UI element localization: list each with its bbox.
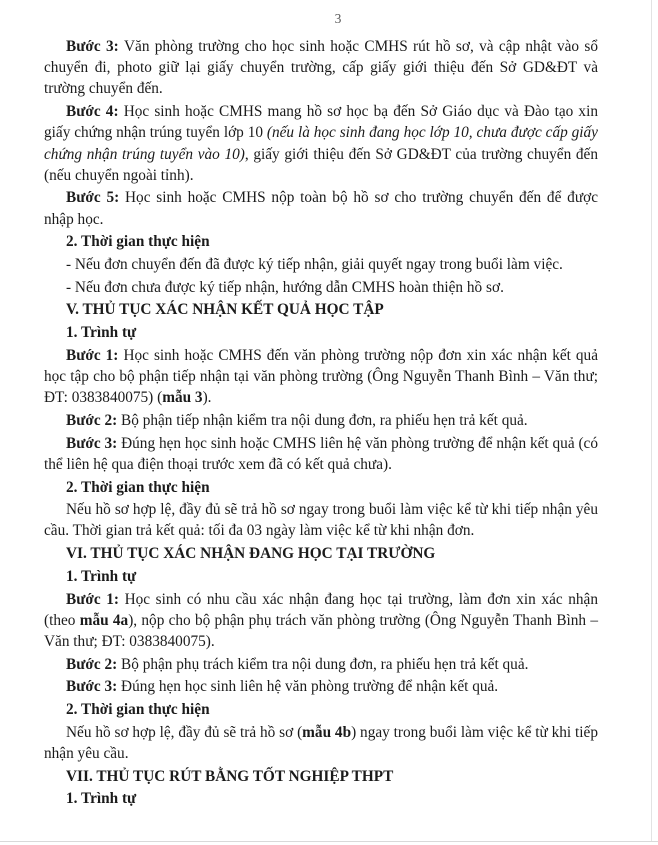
list-item-paragraph [44, 277, 598, 298]
text-run: ) ngay trong buổi làm việc kể từ khi tiếp nhận yêu cầu. [44, 723, 598, 762]
text-run: - Nếu đơn chưa được ký tiếp nhận, hướng dẫn CMHS hoàn thiện hồ sơ. [66, 278, 504, 296]
text-run: VII. THỦ TỤC RÚT BẰNG TỐT NGHIỆP THPT [66, 767, 394, 785]
text-run: ). [202, 389, 212, 407]
text-run: mẫu 4b [302, 723, 352, 741]
text-run: VI. THỦ TỤC XÁC NHẬN ĐANG HỌC TẠI TRƯỜNG [66, 545, 436, 563]
section-heading [44, 766, 598, 787]
text-run: Bước 3: [66, 38, 124, 55]
sub-heading [44, 788, 598, 809]
section-heading [44, 299, 598, 320]
list-item-paragraph [44, 254, 598, 275]
step-paragraph [44, 36, 598, 100]
text-run: mẫu 4a [79, 611, 129, 629]
text-run: Văn phòng trường cho học sinh hoặc CMHS rút hồ sơ, và cập nhật vào sổ chuyển đi, photo giữ lại giấy chuyển trường, cấp giấy giới thiệu đến Sở GD&ĐT và trường chuyển đến. [44, 38, 598, 98]
text-run: 2. Thời gian thực hiện [66, 233, 210, 251]
step-paragraph [44, 589, 598, 653]
text-run: 1. Trình tự [66, 324, 137, 342]
text-run: Bước 2: [66, 411, 122, 429]
text-run: Bước 4: [66, 103, 124, 121]
text-run: mẫu 3 [162, 389, 203, 407]
text-run: Học sinh có nhu cầu xác nhận đang học tại trường, làm đơn xin xác nhận (theo [44, 590, 598, 629]
step-paragraph [44, 654, 598, 675]
section-heading [44, 543, 598, 564]
text-run: , giấy giới thiệu đến Sở GD&ĐT của trường chuyển đến (nếu chuyển ngoài tỉnh). [44, 145, 598, 184]
document-body [44, 36, 598, 810]
text-run: (nếu là học sinh đang học lớp 10, chưa được cấp giấy chứng nhận trúng tuyển vào 10) [44, 124, 598, 163]
sub-heading [44, 231, 598, 252]
sub-heading [44, 322, 598, 343]
sub-heading [44, 477, 598, 498]
sub-heading [44, 566, 598, 587]
body-paragraph [44, 722, 598, 764]
text-run: - Nếu đơn chuyển đến đã được ký tiếp nhận, giải quyết ngay trong buổi làm việc. [66, 256, 563, 274]
body-paragraph [44, 499, 598, 541]
page-number: 3 [334, 11, 342, 26]
text-run: Nếu hồ sơ hợp lệ, đầy đủ sẽ trả hồ sơ ngay trong buổi làm việc kể từ khi tiếp nhận yêu cầu. Thời gian trả kết quả: tối đa 03 ngày làm việc kể từ khi nhận đơn. [44, 501, 598, 540]
text-run: 1. Trình tự [66, 567, 137, 585]
page-content [44, 10, 598, 811]
step-paragraph [44, 101, 598, 186]
text-run: Học sinh hoặc CMHS mang hồ sơ học bạ đến Sở Giáo dục và Đào tạo xin giấy chứng nhận trúng tuyển lớp 10 [44, 103, 598, 142]
text-run: 2. Thời gian thực hiện [66, 478, 210, 496]
sub-heading [44, 699, 598, 720]
text-run: Bộ phận phụ trách kiểm tra nội dung đơn, ra phiếu hẹn trả kết quả. [121, 655, 529, 673]
text-run: Bước 3: [66, 434, 122, 452]
text-run: 2. Thời gian thực hiện [66, 701, 210, 719]
text-run: Bước 1: [66, 590, 125, 608]
scan-edge-bottom [0, 841, 658, 842]
step-paragraph [44, 433, 598, 475]
text-run: Bước 3: [66, 678, 122, 696]
step-paragraph [44, 345, 598, 409]
text-run: V. THỦ TỤC XÁC NHẬN KẾT QUẢ HỌC TẬP [66, 301, 384, 319]
text-run: Bước 1: [66, 346, 124, 364]
text-run: Bước 2: [66, 655, 122, 673]
text-run: 1. Trình tự [66, 790, 137, 808]
text-run: Đúng hẹn học sinh hoặc CMHS liên hệ văn phòng trường để nhận kết quả (có thể liên hệ qua điện thoại trước xem đã có kết quả chưa). [44, 434, 598, 473]
text-run: Học sinh hoặc CMHS đến văn phòng trường nộp đơn xin xác nhận kết quả học tập cho bộ phận tiếp nhận tại văn phòng trường (Ông Nguyễn Thanh Bình – Văn thư; ĐT: 0383840075) ( [44, 346, 598, 407]
text-run: Bước 5: [66, 189, 125, 207]
step-paragraph [44, 676, 598, 697]
text-run: Nếu hồ sơ hợp lệ, đầy đủ sẽ trả hồ sơ ( [66, 723, 303, 741]
step-paragraph [44, 410, 598, 431]
text-run: Học sinh hoặc CMHS nộp toàn bộ hồ sơ cho trường chuyển đến để được nhập học. [44, 189, 598, 228]
scan-edge-right [651, 0, 652, 842]
step-paragraph [44, 187, 598, 229]
text-run: Bộ phận tiếp nhận kiểm tra nội dung đơn, ra phiếu hẹn trả kết quả. [121, 411, 528, 429]
text-run: Đúng hẹn học sinh liên hệ văn phòng trường để nhận kết quả. [121, 678, 499, 696]
text-run: ), nộp cho bộ phận phụ trách văn phòng trường (Ông Nguyễn Thanh Bình – Văn thư; ĐT: 0383840075). [44, 611, 598, 650]
